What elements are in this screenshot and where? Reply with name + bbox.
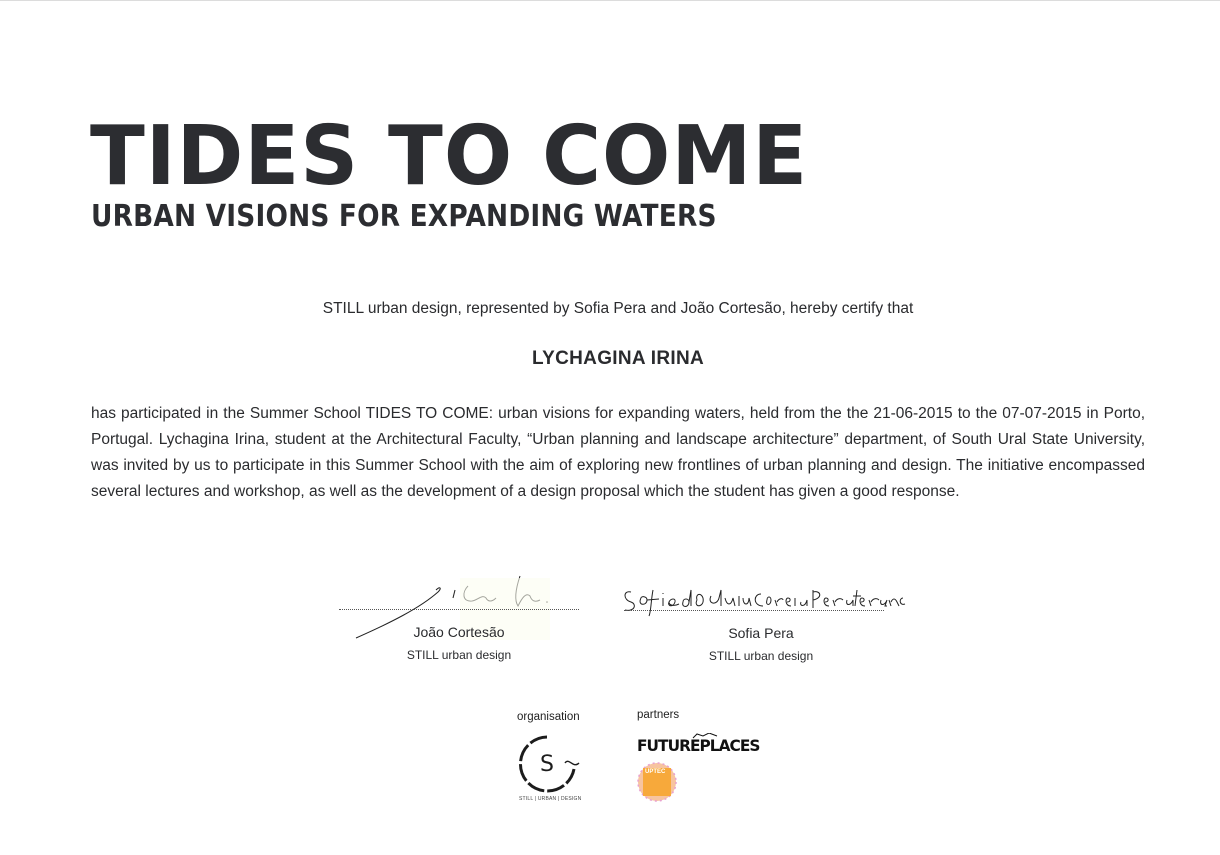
certificate-body: has participated in the Summer School TIDES TO COME: urban visions for expanding waters, held from the the 21-06-2015 to the 07-07-2015 in Porto, Portugal. Lychagina Irina, student at the Architectural Faculty, “Urban planning and landscape architecture” department, of South Ural State University, was invited by us to participate in this Summer School with the aim of exploring new frontlines of urban planning and design. The initiative encompassed several lectures and workshop, as well as the development of a design proposal which the student has given a good response.	[91, 405, 1145, 500]
recipient-name: LYCHAGINA IRINA	[532, 348, 704, 369]
signatory-org: STILL urban design	[708, 649, 814, 663]
signature-line-right	[624, 610, 884, 611]
certify-statement: STILL urban design, represented by Sofia Pera and João Cortesão, hereby certify that	[322, 300, 914, 317]
signatory-name: João Cortesão	[413, 624, 505, 640]
signatory-name: Sofia Pera	[728, 625, 794, 641]
signatory-left	[339, 624, 579, 662]
still-logo-caption: STILL | URBAN | DESIGN	[519, 796, 582, 802]
futureplaces-logo: FUTUREPLACES	[637, 736, 760, 755]
signature-line-left	[339, 609, 579, 610]
organisation-label: organisation	[517, 711, 580, 723]
top-border-line	[0, 0, 1220, 1]
signature-sofia-pera	[621, 584, 906, 620]
signatory-right	[641, 625, 881, 663]
certificate-title: TIDES TO COME	[90, 109, 809, 204]
still-urban-design-logo	[517, 733, 583, 795]
uptec-logo-text: UPTEC	[645, 769, 666, 775]
still-logo-letter: S	[540, 752, 554, 777]
certificate-subtitle: URBAN VISIONS FOR EXPANDING WATERS	[91, 199, 717, 234]
partners-label: partners	[637, 709, 680, 721]
signatory-org: STILL urban design	[406, 648, 512, 662]
